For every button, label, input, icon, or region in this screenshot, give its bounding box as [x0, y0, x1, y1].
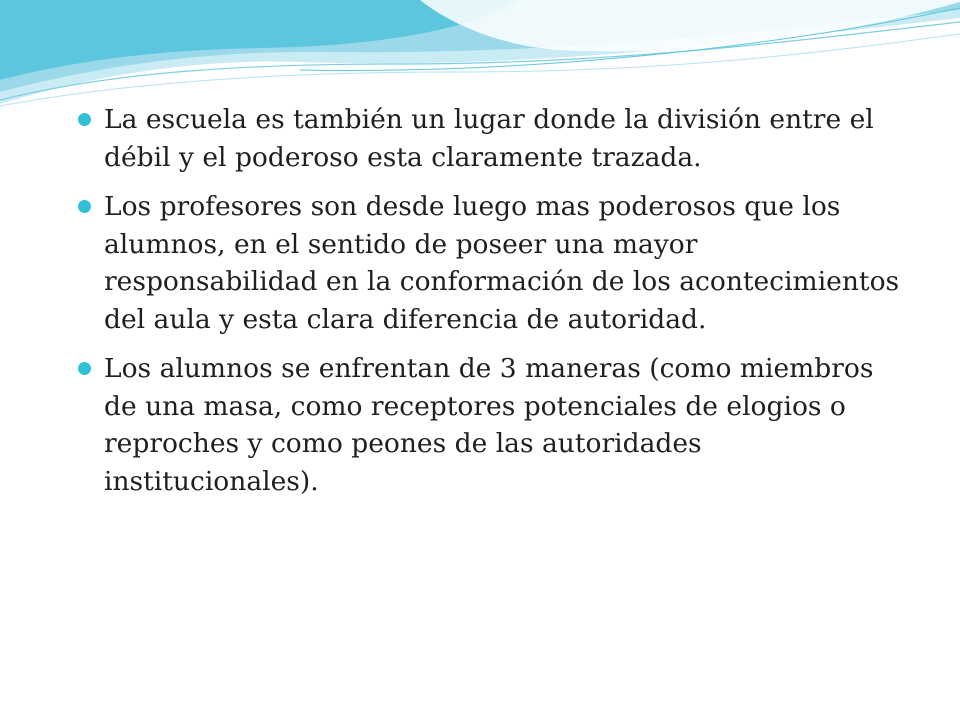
bullet-dot-icon — [78, 362, 91, 375]
bullet-dot-icon — [78, 200, 91, 213]
bullet-text: La escuela es también un lugar donde la división entre el débil y el poderoso esta claramente trazada. — [104, 104, 874, 173]
bullet-item — [76, 350, 906, 500]
bullet-item — [76, 188, 906, 338]
bullet-list — [76, 101, 906, 512]
bullet-text: Los alumnos se enfrentan de 3 maneras (como miembros de una masa, como receptores potenciales de elogios o reproches y como peones de las autoridades institucionales). — [104, 353, 874, 497]
bullet-dot-icon — [78, 113, 91, 126]
bullet-item — [76, 101, 906, 176]
bullet-text: Los profesores son desde luego mas poderosos que los alumnos, en el sentido de poseer una mayor responsabilidad en la conformación de los acontecimientos del aula y esta clara diferencia de autoridad. — [104, 191, 900, 335]
